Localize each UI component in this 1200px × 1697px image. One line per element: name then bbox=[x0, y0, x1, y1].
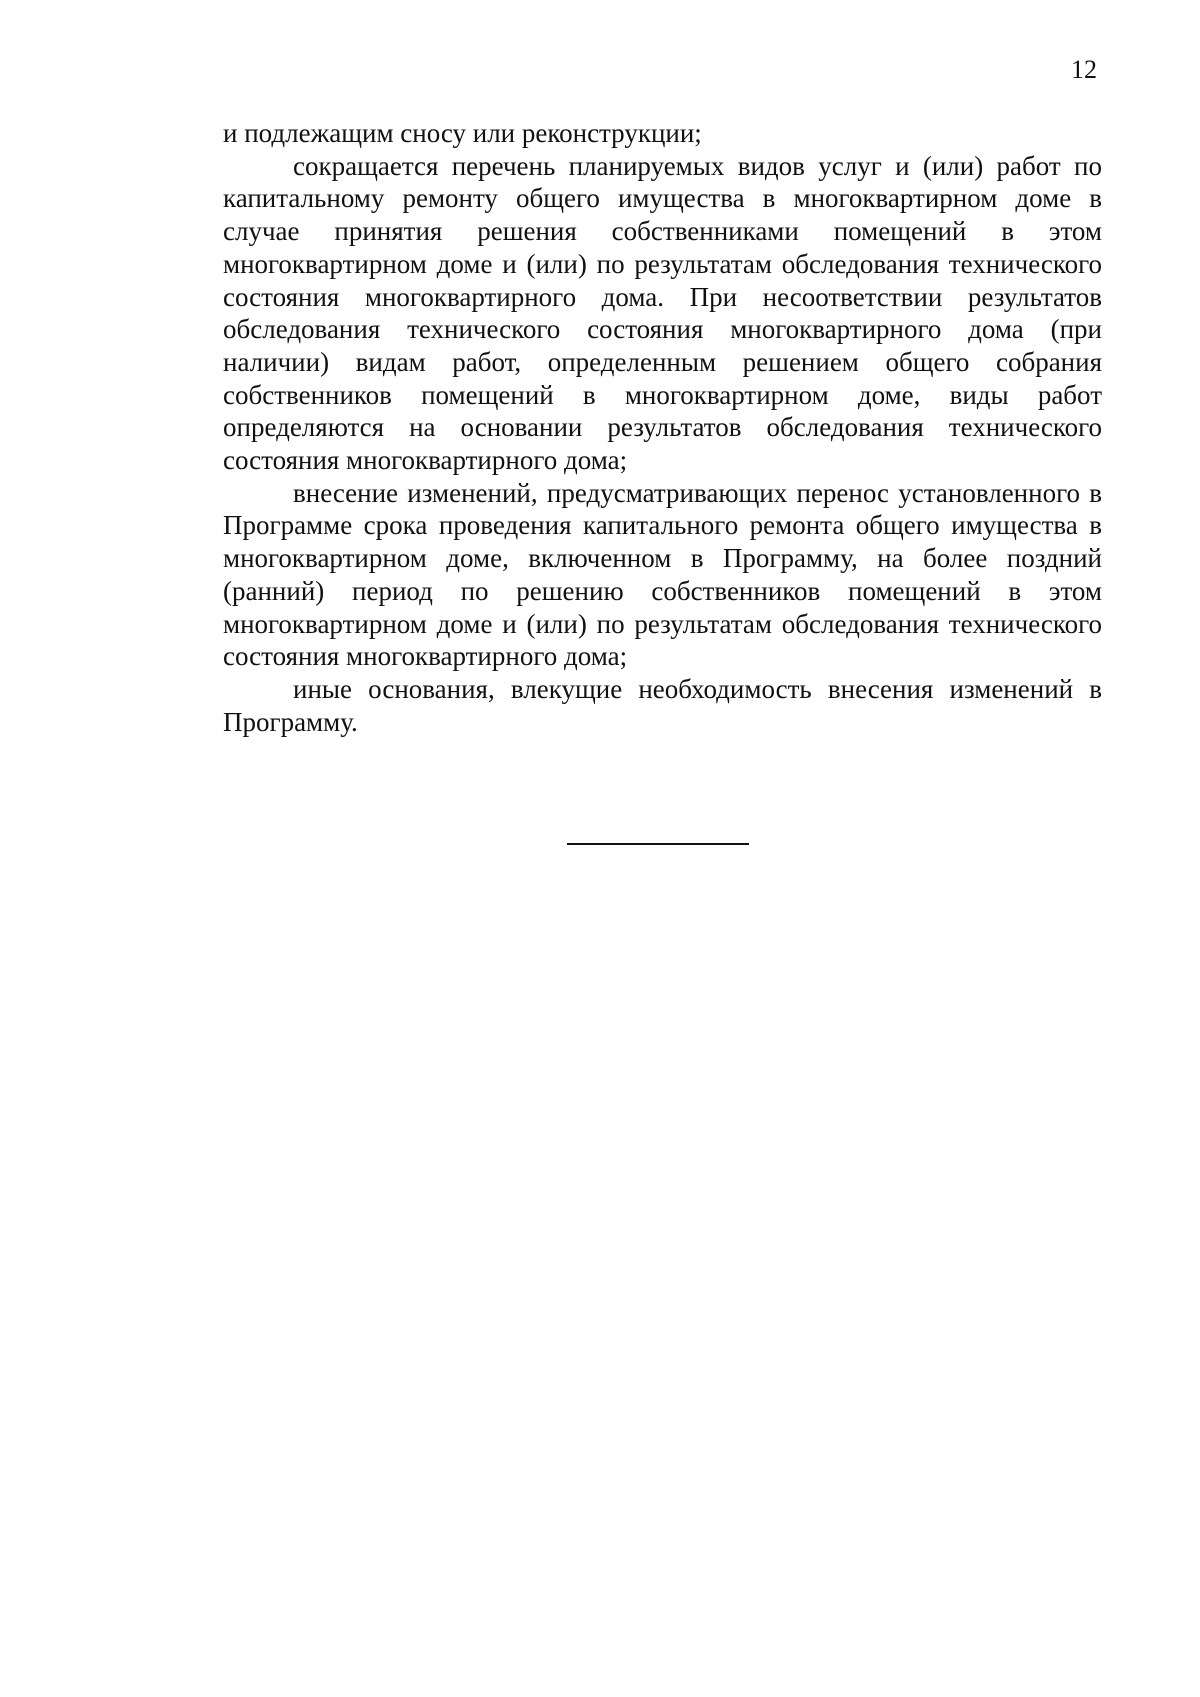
paragraph-demolition-clause: и подлежащим сносу или реконструкции; bbox=[223, 118, 702, 148]
paragraph-other-grounds: иные основания, влекущие необходимость внесения изменений в Программу. bbox=[223, 673, 1102, 737]
end-separator-line bbox=[567, 843, 749, 845]
document-body bbox=[223, 117, 1102, 738]
page-number: 12 bbox=[1071, 55, 1097, 84]
paragraph-deadline-transfer: внесение изменений, предусматривающих перенос установленного в Программе срока проведения капитального ремонта общего имущества в многоквартирном доме, включенном в Программу, на более поздний (ранний) период по решению собственников помещений в этом многоквартирном доме и (или) по результатам обследования технического состояния многоквартирного дома; bbox=[223, 477, 1102, 672]
paragraph-reduced-works-list: сокращается перечень планируемых видов услуг и (или) работ по капитальному ремонту общего имущества в многоквартирном доме в случае принятия решения собственниками помещений в этом многоквартирном доме и (или) по результатам обследования технического состояния многоквартирного дома. При несоответствии результатов обследования технического состояния многоквартирного дома (при наличии) видам работ, определенным решением общего собрания собственников помещений в многоквартирном доме, виды работ определяются на основании результатов обследования технического состояния многоквартирного дома; bbox=[223, 150, 1102, 476]
